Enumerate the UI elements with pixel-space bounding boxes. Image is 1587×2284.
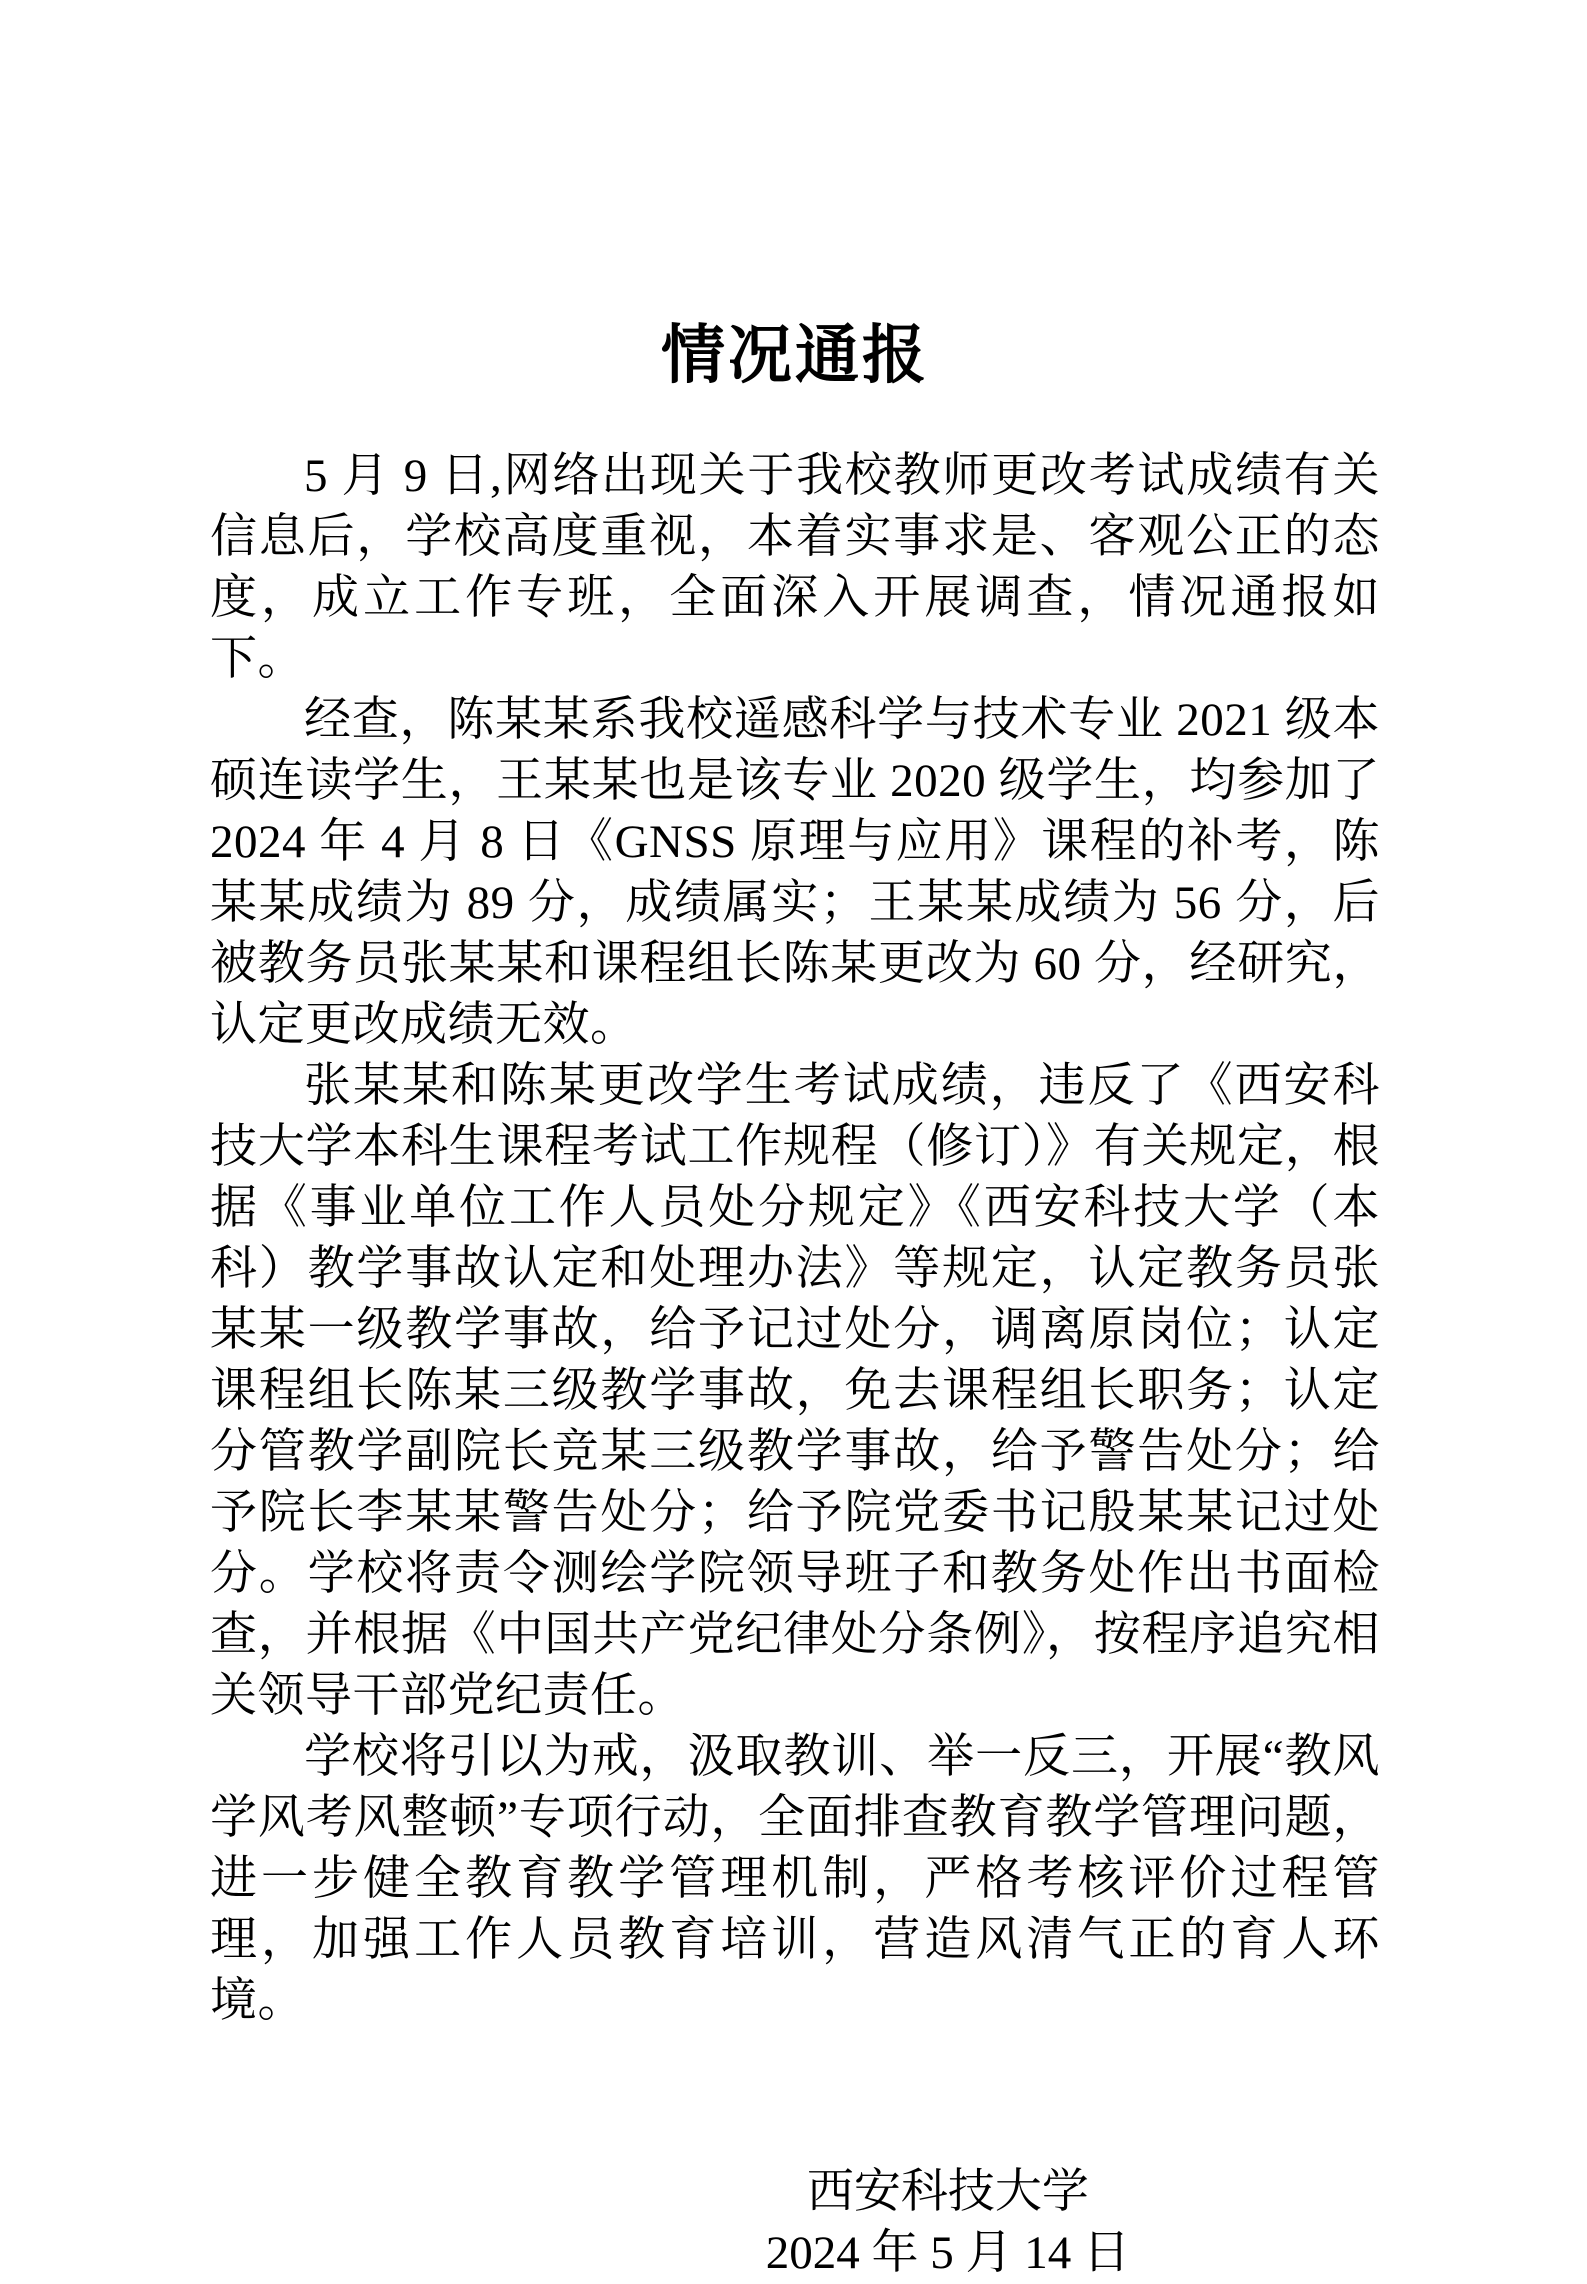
signature-organization: 西安科技大学 [806,2166,1089,2218]
body-paragraph-4: 学校将引以为戒，汲取教训、举一反三，开展“教风学风考风整顿”专项行动，全面排查教育教学管理问题，进一步健全教育教学管理机制，严格考核评价过程管理，加强工作人员教育培训，营造风清气正的育人环境。 [210,1731,1380,2027]
body-paragraph-1: 5 月 9 日,网络出现关于我校教师更改考试成绩有关信息后，学校高度重视，本着实事求是、客观公正的态度，成立工作专班，全面深入开展调查，情况通报如下。 [210,450,1380,685]
body-paragraph-2: 经查，陈某某系我校遥感科学与技术专业 2021 级本硕连读学生，王某某也是该专业 2020 级学生，均参加了 2024 年 4 月 8 日《GNSS 原理与应用》课程的补考，陈某某成绩为 89 分，成绩属实；王某某成绩为 56 分，后被教务员张某某和课程组长陈某更改为 60 分，经研究，认定更改成绩无效。 [210,694,1380,1051]
signature-block [766,2162,1130,2284]
document-title: 情况通报 [661,320,929,391]
body-paragraph-3: 张某某和陈某更改学生考试成绩，违反了《西安科技大学本科生课程考试工作规程（修订）》有关规定，根据《事业单位工作人员处分规定》《西安科技大学（本科）教学事故认定和处理办法》等规定，认定教务员张某某一级教学事故，给予记过处分，调离原岗位；认定课程组长陈某三级教学事故，免去课程组长职务；认定分管教学副院长竞某三级教学事故，给予警告处分；给予院长李某某警告处分；给予院党委书记殷某某记过处分。学校将责令测绘学院领导班子和教务处作出书面检查，并根据《中国共产党纪律处分条例》，按程序追究相关领导干部党纪责任。 [210,1060,1380,1722]
document-body [210,446,1380,2032]
signature-date: 2024 年 5 月 14 日 [765,2227,1130,2279]
